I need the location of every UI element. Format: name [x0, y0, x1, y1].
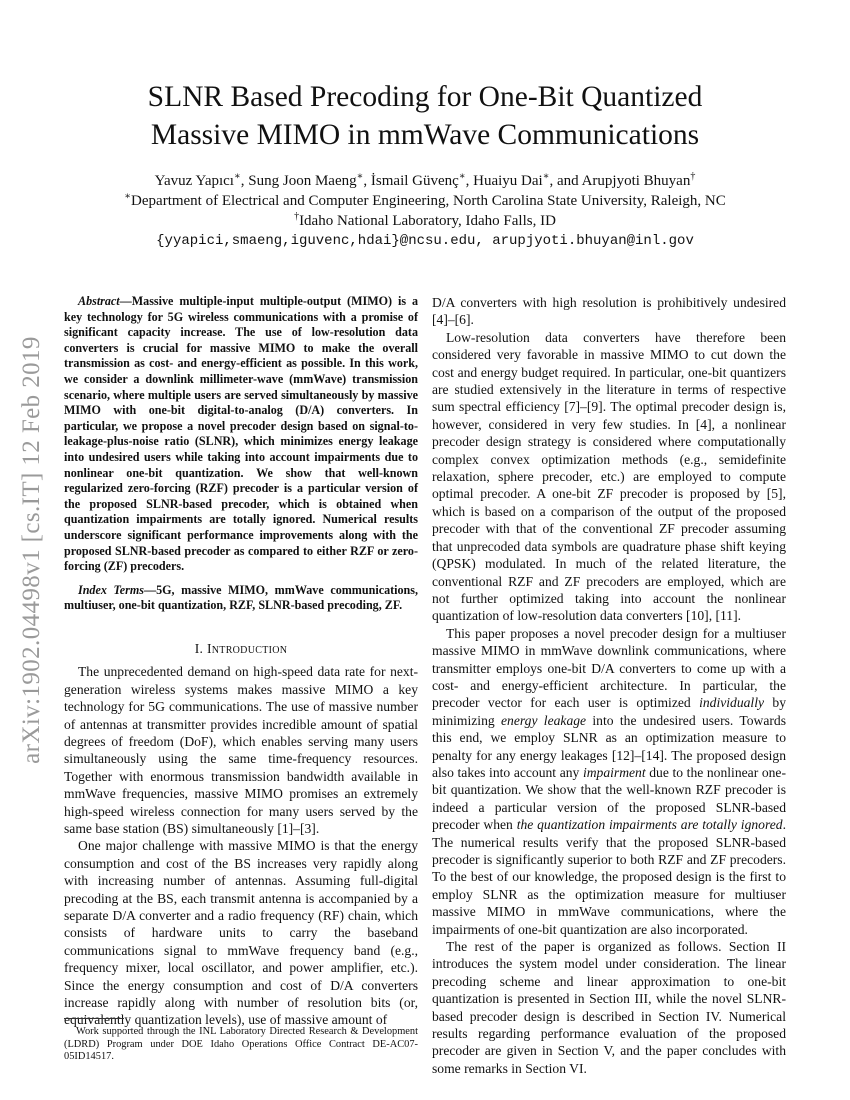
organization-paragraph: The rest of the paper is organized as follows. Section II introduces the system model under consideration. The linear precoding scheme and linear approximation to one-bit quantization is presented in Section III, while the novel SLNR-based precoder design is described in Section IV. Numerical results regarding performance evaluation of the proposed precoder are given in Section V, and the paper concludes with some remarks in Section VI. [432, 939, 786, 1076]
title-line-2: Massive MIMO in mmWave Communications [150, 119, 700, 151]
continued-paragraph: D/A converters with high resolution is prohibitively undesired [4]–[6]. [432, 295, 786, 328]
abstract: Abstract—Massive multiple-input multiple-output (MIMO) is a key technology for 5G wireless communications with a promise of significant capacity increase. The use of low-resolution data converters is crucial for massive MIMO to make the overall transmission as cost- and energy-efficient as possible. In this work, we consider a downlink millimeter-wave (mmWave) transmission scenario, where multiple users are served simultaneously by massive MIMO with one-bit digital-to-analog (D/A) converters. In particular, we propose a novel precoder design based on signal-to-leakage-plus-noise ratio (SLNR), which minimizes energy leakage into undesired users while taking into account impairments due to nonlinear one-bit quantization. We show that well-known regularized zero-forcing (RZF) precoder is a particular version of the proposed SLNR-based precoder, which is obtained when quantization impairments are totally ignored. Numerical results underscore significant performance improvements along with the proposed SLNR-based precoder as compared to either RZF or zero-forcing (ZF) precoders. [64, 294, 418, 574]
author-list [60, 171, 790, 191]
paper-header [60, 78, 790, 251]
author-name: İsmail Güvenç [370, 173, 459, 189]
emphasis-text: impairment [582, 764, 646, 780]
author-mark: † [690, 171, 696, 182]
emphasis-text: energy leakage [501, 712, 587, 728]
text-run: . The numerical results verify that the proposed SLNR-based precoder is significantly superior to both RZF and ZF precoders. To the best of our knowledge, the proposed design is the first to employ SLNR as the optimization measure for multiuser massive MIMO in mmWave communications, where the impairments of one-bit quantization are also incorporated. [432, 817, 786, 937]
intro-paragraph-2: One major challenge with massive MIMO is that the energy consumption and cost of the BS increases very rapidly along with increasing number of antennas. Assuming full-digital precoding at the BS, each transmit antenna is accompanied by a separate D/A converter and a radio frequency (RF) chain, which consists of hardware units to carry the baseband communications signal to mmWave frequency band (e.g., frequency mixer, local oscillator, and power amplifier, etc.). Since the energy consumption and cost of D/A converters increase rapidly along with number of resolution bits (or, equivalently quantization levels), use of massive amount of [64, 838, 418, 1028]
footnote-divider [64, 1018, 124, 1019]
contribution-paragraph [432, 625, 786, 938]
right-column [432, 294, 786, 1077]
affiliation-2 [60, 211, 790, 231]
funding-footnote: Work supported through the INL Laboratory Directed Research & Development (LDRD) Program under DOE Idaho Operations Office Contract DE-AC07-05ID14517. [64, 1026, 418, 1063]
text-run: by minimizing [432, 695, 786, 728]
author-name: Arupjyoti Bhuyan [581, 173, 691, 189]
index-terms-body: 5G, massive MIMO, mmWave communications, multiuser, one-bit quantization, RZF, SLNR-based precoding, ZF. [64, 582, 419, 613]
left-column [64, 294, 418, 1029]
author-separator: , [465, 173, 474, 189]
index-terms-label: Index Terms [78, 582, 144, 597]
related-work-paragraph: Low-resolution data converters have therefore been considered very favorable in massive MIMO to cut down the cost and energy budget required. In particular, one-bit quantizers are studied extensively in the literature in terms of respective sum spectral efficiency [7]–[9]. The optimal precoder design is, however, considered in very few studies. In [4], a nonlinear precoder design strategy is considered where computationally complex convex optimization methods (e.g., semidefinite relaxation, sphere precoder, etc.) are employed to compute optimal precoder. A one-bit ZF precoder is proposed by [5], which is based on a comparison of the output of the proposed precoder with that of the conventional ZF precoder assuming that unprecoded data symbols are quadrature phase shift keying (QPSK) modulated. In much of the related literature, the conventional RZF and ZF precoders are employed, which are not further optimized taking into account the nonlinear quantization of low-resolution data converters [10], [11]. [432, 329, 786, 624]
author-emails: {yyapici,smaeng,iguvenc,hdai}@ncsu.edu, arupjyoti.bhuyan@inl.gov [156, 233, 694, 249]
text-run: into the undesired users. Towards this end, we employ SLNR as an optimization measure to penalty for any energy leakages [12]–[14]. The proposed design also takes into account any [432, 712, 786, 780]
index-terms: Index Terms—5G, massive MIMO, mmWave communications, multiuser, one-bit quantization, RZF, SLNR-based precoding, ZF. [64, 582, 419, 613]
author-name: Huaiyu Dai [473, 173, 543, 189]
abstract-body: Massive multiple-input multiple-output (MIMO) is a key technology for 5G wireless communications with a promise of significant capacity increase. The use of low-resolution data converters is crucial for massive MIMO to make the overall transmission as cost- and energy-efficient as possible. In this work, we consider a downlink millimeter-wave (mmWave) transmission scenario, where multiple users are served simultaneously by massive MIMO with one-bit digital-to-analog (D/A) converters. In particular, we propose a novel precoder design based on signal-to-leakage-plus-noise ratio (SLNR), which minimizes energy leakage into undesired users while taking into account impairments due to nonlinear one-bit quantization. We show that well-known regularized zero-forcing (RZF) precoder is a particular version of the proposed SLNR-based precoder, which is obtained when quantization impairments are totally ignored. Numerical results underscore significant performance improvements along with the proposed SLNR-based precoder as compared to either RZF or zero-forcing (ZF) precoders. [64, 294, 418, 574]
author-mark: ∗ [542, 171, 550, 182]
emphasis-text: individually [699, 695, 765, 711]
author-mark: ∗ [458, 171, 466, 182]
affiliation-mark: ∗ [124, 191, 132, 202]
arxiv-identifier-text: arXiv:1902.04498v1 [cs.IT] 12 Feb 2019 [18, 336, 45, 764]
affiliation-text: Department of Electrical and Computer Engineering, North Carolina State University, Raleigh, NC [131, 193, 726, 209]
author-separator: , [363, 173, 371, 189]
affiliation-1 [60, 191, 790, 211]
author-separator: , [240, 173, 249, 189]
author-mark: ∗ [233, 171, 241, 182]
abstract-label: Abstract [78, 294, 120, 308]
section-number: I. [194, 640, 207, 656]
section-title: Introduction [206, 640, 288, 656]
emphasis-text: the quantization impairments are totally ignored [516, 817, 783, 833]
author-name: Sung Joon Maeng [248, 173, 357, 189]
text-run: This paper proposes a novel precoder design for a multiuser massive MIMO in mmWave downlink communications, where transmitter employs one-bit D/A converters to come up with a cost- and energy-efficient architecture. In particular, the precoder vector for each user is optimized [432, 625, 786, 711]
author-separator: , and [549, 173, 582, 189]
author-mark: ∗ [356, 171, 364, 182]
arxiv-identifier-stamp [18, 290, 54, 810]
section-heading-introduction [64, 640, 418, 657]
affiliation-mark: † [294, 211, 300, 222]
author-name: Yavuz Yapıcı [154, 173, 234, 189]
affiliation-text: Idaho National Laboratory, Idaho Falls, ID [299, 213, 556, 229]
paper-title [60, 78, 790, 154]
title-line-1: SLNR Based Precoding for One-Bit Quantized [147, 81, 703, 113]
intro-paragraph-1: The unprecedented demand on high-speed data rate for next-generation wireless systems makes massive MIMO a key technology for 5G communications. The use of massive number of antennas at transmitter provides incredible amount of spatial degrees of freedom (DoF), which enables serving many users simultaneously using the same time-frequency resources. Together with enormous transmission bandwidth available in mmWave frequencies, massive MIMO promises an extremely high-speed wireless connection for many users served by the same base station (BS) simultaneously [1]–[3]. [64, 664, 418, 836]
text-run: due to the nonlinear one-bit quantization. We show that the well-known RZF precoder is indeed a particular version of the proposed SLNR-based precoder when [432, 764, 786, 833]
